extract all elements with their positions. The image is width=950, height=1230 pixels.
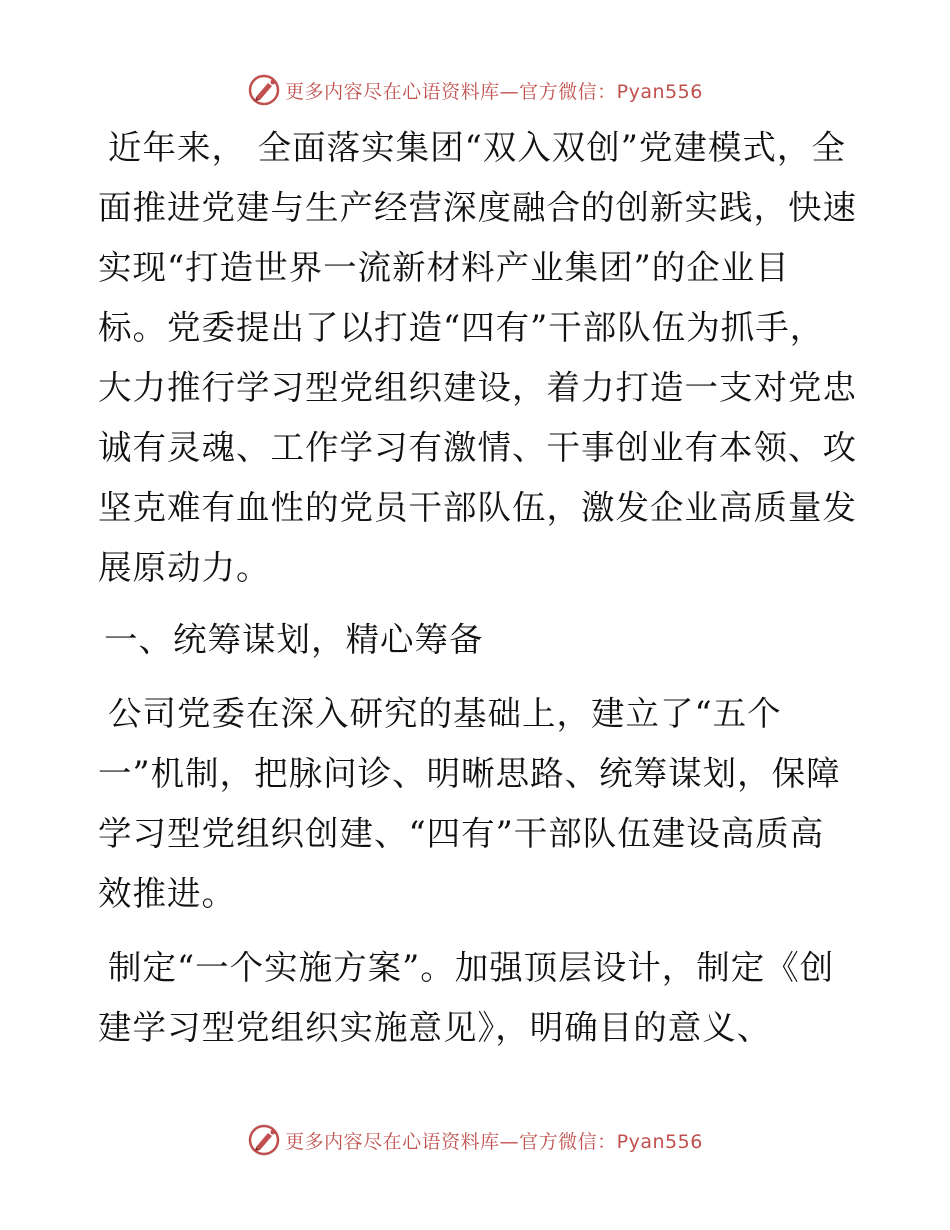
section-heading: 一、统筹谋划，精心筹备 — [104, 620, 484, 659]
body-paragraph: 制定“一个实施方案”。加强顶层设计，制定《创建学习型党组织实施意见》，明确目的意义、 — [98, 948, 835, 1047]
watermark-text: 更多内容尽在心语资料库—官方微信：Pyan556 — [285, 1130, 703, 1153]
header-watermark — [0, 70, 950, 110]
document-body — [98, 118, 858, 1058]
body-paragraph: 公司党委在深入研究的基础上，建立了“五个一”机制，把脉问诊、明晰思路、统筹谋划，保障学习型党组织创建、“四有”干部队伍建设高质高效推进。 — [98, 694, 841, 913]
footer-watermark — [0, 1120, 950, 1160]
pen-circle-logo-icon — [247, 1123, 281, 1157]
intro-paragraph: 近年来， 全面落实集团“双入双创”党建模式，全面推进党建与生产经营深度融合的创新实践，快速实现“打造世界一流新材料产业集团”的企业目标。党委提出了以打造“四有”干部队伍为抓手，大力推行学习型党组织建设，着力打造一支对党忠诚有灵魂、工作学习有激情、干事创业有本领、攻坚克难有血性的党员干部队伍，激发企业高质量发展原动力。 — [98, 128, 857, 587]
pen-circle-logo-icon — [247, 73, 281, 107]
watermark-text: 更多内容尽在心语资料库—官方微信：Pyan556 — [285, 80, 703, 103]
